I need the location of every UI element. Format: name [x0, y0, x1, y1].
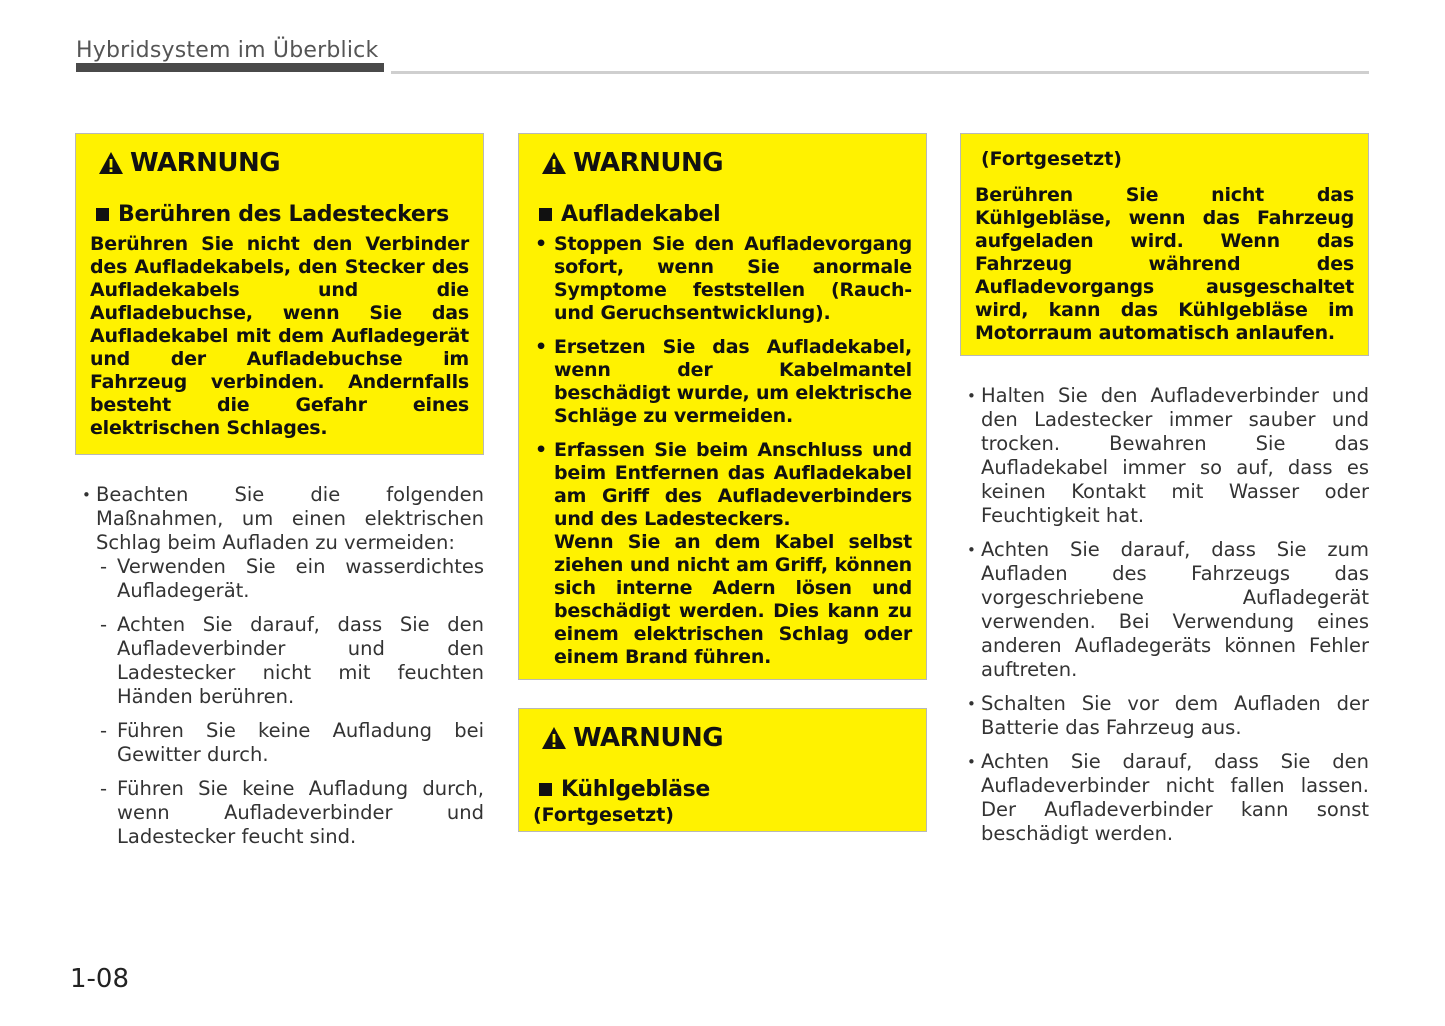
- warning-list-item: • Erfassen Sie beim Anschluss und beim Entfernen das Aufladekabel am Griff des Aufladeverbinders und des Ladesteckers. Wenn Sie an dem Kabel selbst ziehen und nicht am Griff, können sich interne Adern lösen und beschädigt werden. Dies kann zu einem elektrischen Schlag oder einem Brand führen.: [533, 439, 912, 669]
- dash-item: - Achten Sie darauf, dass Sie den Aufladeverbinder und den Ladestecker nicht mit feuchten Händen berühren.: [96, 613, 484, 709]
- info-list: [960, 384, 1369, 846]
- page-number: 1-08: [70, 964, 130, 994]
- warning-triangle-icon: [98, 151, 124, 175]
- square-bullet-icon: [96, 208, 109, 221]
- warning-box-aufladekabel: [518, 133, 927, 680]
- warning-box-kuehlgeblaese: [518, 708, 927, 832]
- dash-item: - Führen Sie keine Aufladung bei Gewitter durch.: [96, 719, 484, 767]
- column-3: [960, 133, 1369, 856]
- warning-box-ladestecker: [75, 133, 484, 455]
- continued-label: (Fortgesetzt): [981, 148, 1122, 170]
- dash-list: [96, 555, 484, 849]
- warning-subheading: Berühren des Ladesteckers: [96, 202, 469, 227]
- page-header-title: Hybridsystem im Überblick: [76, 38, 379, 63]
- list-item: • Schalten Sie vor dem Aufladen der Batterie das Fahrzeug aus.: [960, 692, 1369, 740]
- warning-extra-text: Wenn Sie an dem Kabel selbst ziehen und nicht am Griff, können sich interne Adern lösen und beschädigt werden. Dies kann zu einem elektrischen Schlag oder einem Brand führen.: [554, 531, 912, 668]
- warning-list-item: • Stoppen Sie den Aufladevorgang sofort, wenn Sie anormale Symptome feststellen (Rauch- und Geruchsentwicklung).: [533, 233, 912, 325]
- warning-subheading: Kühlgebläse: [539, 777, 912, 802]
- column-2: [518, 133, 927, 832]
- warning-text: Berühren Sie nicht das Kühlgebläse, wenn das Fahrzeug aufgeladen wird. Wenn das Fahrzeug während des Aufladevorgangs ausgeschaltet wird, kann das Kühlgebläse im Motorraum automatisch anlaufen.: [975, 184, 1354, 344]
- warning-text: Berühren Sie nicht den Verbinder des Aufladekabels, den Stecker des Aufladekabels und die Aufladebuchse, wenn Sie das Aufladekabel mit dem Aufladegerät und der Aufladebuchse im Fahrzeug verbinden. Andernfalls besteht die Gefahr eines elektrischen Schlages.: [90, 233, 469, 439]
- list-item: • Beachten Sie die folgenden Maßnahmen, um einen elektrischen Schlag beim Aufladen zu vermeiden: - Verwenden Sie ein wasserdichtes Aufladegerät. - Achten Sie darauf, dass Sie den Aufladeverbinder und den Ladestecker nicht mit feuchten Händen berühren. - Führen Sie keine Aufladung bei Gewitter durch. - Führen Sie keine Aufladung durch, wenn Aufladeverbinder und Ladestecker feucht sind.: [75, 483, 484, 849]
- warning-heading: WARNUNG: [541, 723, 912, 753]
- warning-list-item: • Ersetzen Sie das Aufladekabel, wenn der Kabelmantel beschädigt wurde, um elektrische Schläge zu vermeiden.: [533, 336, 912, 428]
- header-bar: [76, 63, 384, 72]
- list-item: • Achten Sie darauf, dass Sie zum Aufladen des Fahrzeugs das vorgeschriebene Aufladegerät verwenden. Bei Verwendung eines anderen Aufladegeräts können Fehler auftreten.: [960, 538, 1369, 682]
- warning-list: [533, 233, 912, 669]
- list-item: • Halten Sie den Aufladeverbinder und den Ladestecker immer sauber und trocken. Bewahren Sie das Aufladekabel immer so auf, dass es keinen Kontakt mit Wasser oder Feuchtigkeit hat.: [960, 384, 1369, 528]
- dash-item: - Verwenden Sie ein wasserdichtes Aufladegerät.: [96, 555, 484, 603]
- dash-item: - Führen Sie keine Aufladung durch, wenn Aufladeverbinder und Ladestecker feucht sind.: [96, 777, 484, 849]
- column-1: [75, 133, 484, 859]
- list-item: • Achten Sie darauf, dass Sie den Aufladeverbinder nicht fallen lassen. Der Aufladeverbinder kann sonst beschädigt werden.: [960, 750, 1369, 846]
- warning-subheading: Aufladekabel: [539, 202, 912, 227]
- warning-box-continued: [960, 133, 1369, 356]
- continued-label: (Fortgesetzt): [533, 804, 674, 826]
- warning-heading: WARNUNG: [98, 148, 469, 178]
- precaution-list: [75, 483, 484, 849]
- square-bullet-icon: [539, 208, 552, 221]
- warning-triangle-icon: [541, 726, 567, 750]
- square-bullet-icon: [539, 783, 552, 796]
- warning-triangle-icon: [541, 151, 567, 175]
- header-rule: [391, 71, 1369, 74]
- warning-heading: WARNUNG: [541, 148, 912, 178]
